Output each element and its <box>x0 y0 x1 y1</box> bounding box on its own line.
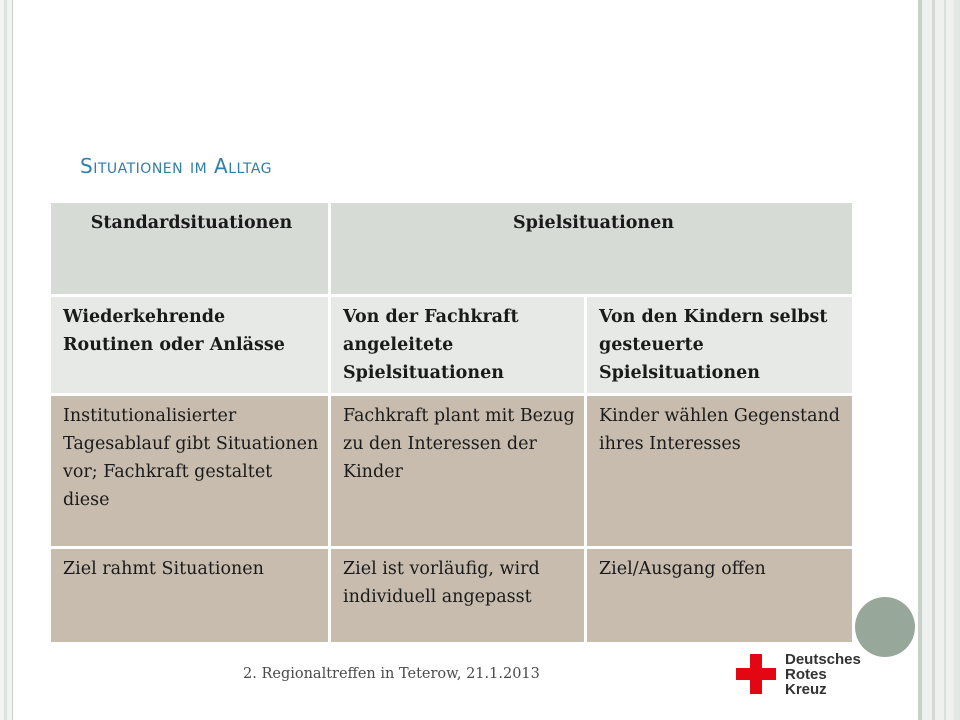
drk-logo <box>736 652 876 702</box>
subheader-cell: Von der Fachkraft angeleitete Spielsituationen <box>330 296 586 395</box>
logo-text-line1: Deutsches <box>785 651 861 668</box>
situations-table <box>48 200 855 645</box>
table-row <box>50 548 854 644</box>
table-cell: Fachkraft plant mit Bezug zu den Interessen der Kinder <box>330 395 586 548</box>
table-cell: Kinder wählen Gegenstand ihres Interesses <box>586 395 854 548</box>
header-cell-standard: Standardsituationen <box>50 202 330 296</box>
logo-text <box>785 652 861 697</box>
left-frame-decoration <box>0 0 13 720</box>
red-cross-icon <box>736 652 776 696</box>
header-cell-spiel: Spielsituationen <box>330 202 854 296</box>
logo-text-line2: Rotes <box>785 666 827 683</box>
subheader-cell: Von den Kindern selbst gesteuerte Spielsituationen <box>586 296 854 395</box>
right-frame-decoration <box>918 0 960 720</box>
table-header-row <box>50 202 854 296</box>
table-cell: Ziel ist vorläufig, wird individuell angepasst <box>330 548 586 644</box>
table-subheader-row <box>50 296 854 395</box>
logo-text-line3: Kreuz <box>785 681 827 698</box>
table-cell: Ziel/Ausgang offen <box>586 548 854 644</box>
slide-title: Situationen im Alltag <box>80 154 273 178</box>
table-cell: Institutionalisierter Tagesablauf gibt Situationen vor; Fachkraft gestaltet diese <box>50 395 330 548</box>
table-cell: Ziel rahmt Situationen <box>50 548 330 644</box>
subheader-cell: Wiederkehrende Routinen oder Anlässe <box>50 296 330 395</box>
table-row <box>50 395 854 548</box>
decorative-circle <box>855 597 915 657</box>
slide-footer: 2. Regionaltreffen in Teterow, 21.1.2013 <box>243 666 540 682</box>
